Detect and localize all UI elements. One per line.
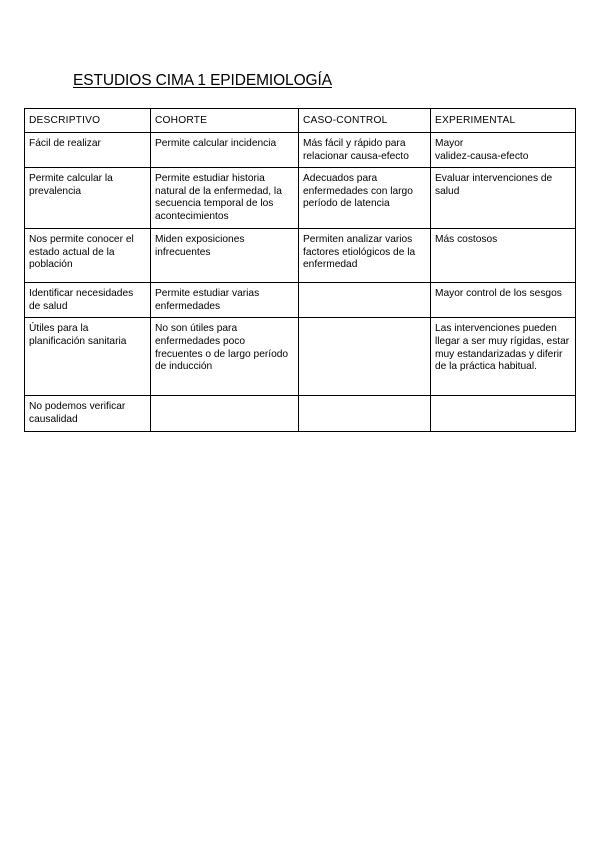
table-cell: Permiten analizar varios factores etiológicos de la enfermedad bbox=[299, 229, 431, 283]
table-cell: Adecuados para enfermedades con largo período de latencia bbox=[299, 168, 431, 229]
document-title: ESTUDIOS CIMA 1 EPIDEMIOLOGÍA bbox=[73, 72, 332, 89]
table-cell bbox=[299, 396, 431, 431]
header-descriptivo: DESCRIPTIVO bbox=[25, 109, 151, 133]
table-cell: Nos permite conocer el estado actual de la población bbox=[25, 229, 151, 283]
table-row bbox=[25, 168, 576, 229]
table-row bbox=[25, 396, 576, 431]
table-cell: Las intervenciones pueden llegar a ser muy rígidas, estar muy estandarizadas y diferir de la práctica habitual. bbox=[431, 318, 576, 396]
table-cell: Permite estudiar historia natural de la enfermedad, la secuencia temporal de los acontecimientos bbox=[151, 168, 299, 229]
table-cell: Mayor control de los sesgos bbox=[431, 283, 576, 318]
table-cell: Miden exposiciones infrecuentes bbox=[151, 229, 299, 283]
table-cell: Más fácil y rápido para relacionar causa-efecto bbox=[299, 133, 431, 168]
table-row bbox=[25, 283, 576, 318]
table-header-row bbox=[25, 109, 576, 133]
table-row bbox=[25, 133, 576, 168]
table-cell: Mayor validez-causa-efecto bbox=[431, 133, 576, 168]
table-cell: Permite estudiar varias enfermedades bbox=[151, 283, 299, 318]
table-cell bbox=[299, 283, 431, 318]
table-cell: Permite calcular la prevalencia bbox=[25, 168, 151, 229]
table-cell: No podemos verificar causalidad bbox=[25, 396, 151, 431]
header-experimental: EXPERIMENTAL bbox=[431, 109, 576, 133]
table-cell bbox=[431, 396, 576, 431]
table-row bbox=[25, 229, 576, 283]
table-row bbox=[25, 318, 576, 396]
table-cell: Fácil de realizar bbox=[25, 133, 151, 168]
table-cell: Evaluar intervenciones de salud bbox=[431, 168, 576, 229]
header-caso-control: CASO-CONTROL bbox=[299, 109, 431, 133]
table-cell: No son útiles para enfermedades poco frecuentes o de largo período de inducción bbox=[151, 318, 299, 396]
table-cell: Útiles para la planificación sanitaria bbox=[25, 318, 151, 396]
table-cell bbox=[299, 318, 431, 396]
table-cell: Más costosos bbox=[431, 229, 576, 283]
table-cell bbox=[151, 396, 299, 431]
study-comparison-table bbox=[24, 108, 576, 432]
table-cell: Permite calcular incidencia bbox=[151, 133, 299, 168]
header-cohorte: COHORTE bbox=[151, 109, 299, 133]
table-cell: Identificar necesidades de salud bbox=[25, 283, 151, 318]
